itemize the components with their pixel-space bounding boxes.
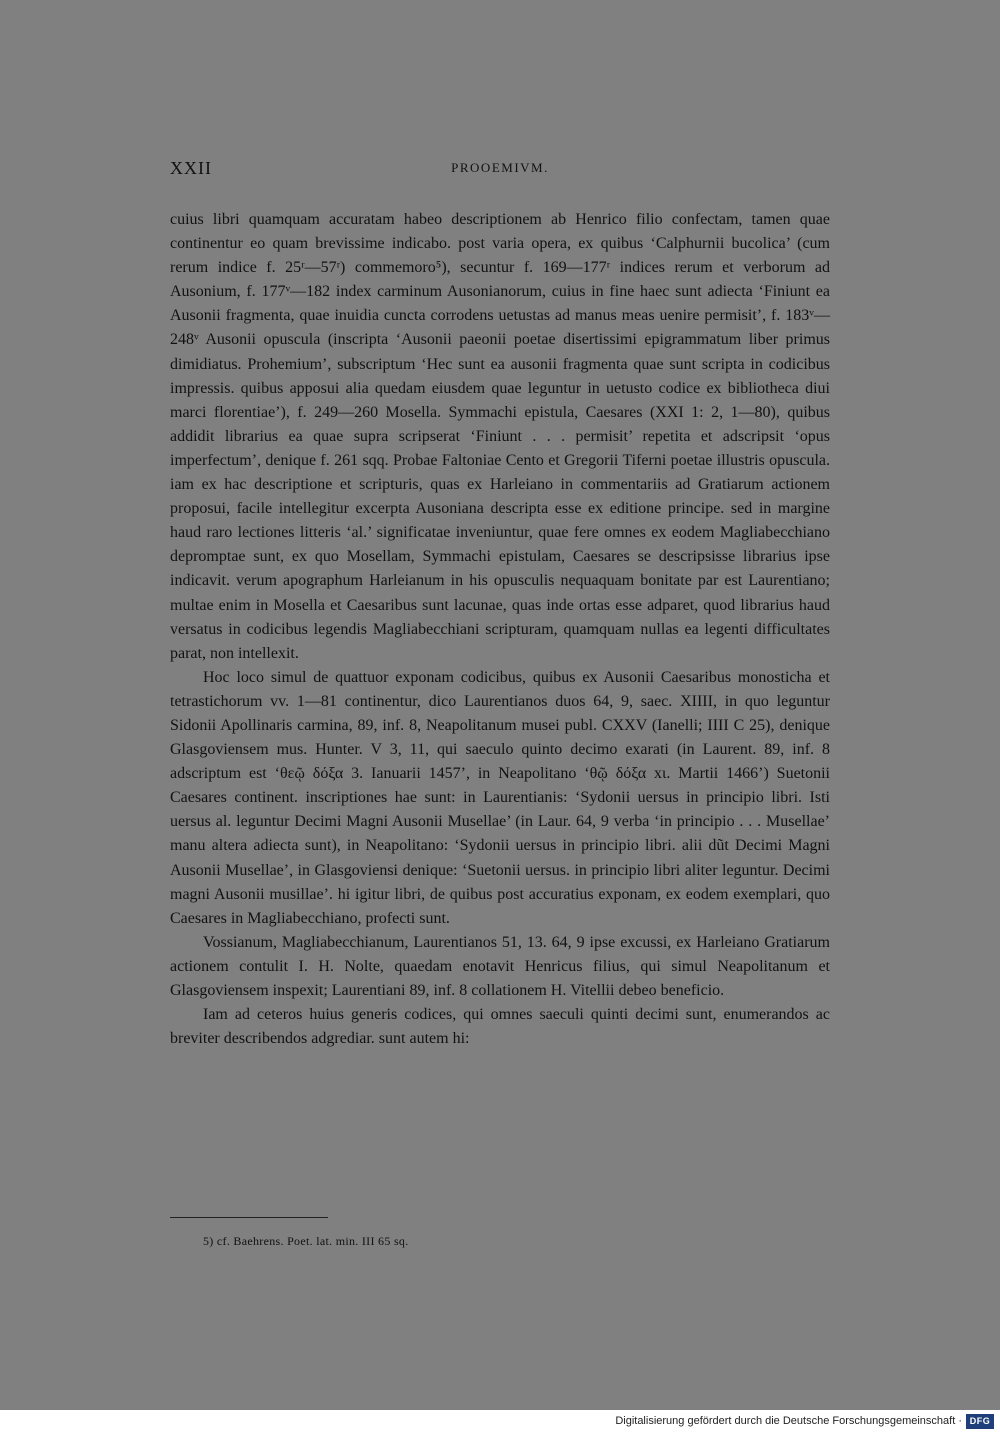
paragraph: cuius libri quamquam accuratam habeo descriptionem ab Henrico filio confectam, tamen quae continentur eo quam brevissime indicabo. post varia opera, ex quibus ‘Calphurnii bucolica’ (cum rerum indice f. 25ʳ—57ʳ) commemoro⁵), secuntur f. 169—177ʳ indices rerum et verborum ad Ausonium, f. 177ᵛ—182 index carminum Ausonianorum, cuius in fine haec sunt adiecta ‘Finiunt ea Ausonii fragmenta, quae inuidia cuncta corrodens uetustas ad manus meas uenire permisit’, f. 183ᵛ—248ᵛ Ausonii opuscula (inscripta ‘Ausonii paeonii poetae disertissimi epigrammatum liber primus dimidiatus. Prohemium’, subscriptum ‘Hec sunt ea ausonii fragmenta quae sunt scripta in codicibus impressis. quibus apposui alia quedam eiusdem quae leguntur in uetusto codice ex bibliotheca diui marci florentiae’), f. 249—260 Mosella. Symmachi epistula, Caesares (XXI 1: 2, 1—80), quibus addidit librarius ea quae supra scripserat ‘Finiunt . . . permisit’ repetita et adscripsit ‘opus imperfectum’, denique f. 261 sqq. Probae Faltoniae Cento et Gregorii Tiferni poetae illustris opuscula. iam ex hac descriptione et scripturis, quas ex Harleiano in commentariis ad Gratiarum actionem proposui, facile intellegitur excerpta Ausoniana descripta esse ex editione principe. sed in margine haud raro lectiones litteris ‘al.’ significatae inveniuntur, quae fere omnes ex eodem Magliabecchiano depromptae sunt, ex quo Mosellam, Symmachi epistulam, Caesares se descripsisse librarius ipse indicavit. verum apographum Harleianum in his opusculis nequaquam bonitate par est Laurentiano; multae enim in Mosella et Caesaribus sunt lacunae, quas inde ortas esse adparet, quod librarius haud versatus in codicibus legendis Magliabecchiani scripturam, quamquam nullas ea legenti difficultates parat, non intellexit.: [170, 211, 830, 662]
digitization-credit: Digitalisierung gefördert durch die Deutsche Forschungsgemeinschaft ·: [615, 1415, 962, 1427]
footnote-rule: [170, 1217, 328, 1218]
paragraph: Vossianum, Magliabecchianum, Laurentianos 51, 13. 64, 9 ipse excussi, ex Harleiano Gratiarum actionem contulit I. H. Nolte, quaedam enotavit Henricus filius, qui simul Neapolitanum et Glasgoviensem inspexit; Laurentiani 89, inf. 8 collationem H. Vitellii debeo beneficio.: [170, 933, 830, 999]
footer-bar: [0, 1410, 1000, 1434]
dfg-logo: DFG: [966, 1414, 994, 1429]
paragraph: Iam ad ceteros huius generis codices, qui omnes saeculi quinti decimi sunt, enumerandos ac breviter describendos adgrediar. sunt autem hi:: [170, 1006, 830, 1048]
paragraph: Hoc loco simul de quattuor exponam codicibus, quibus ex Ausonii Caesaribus monosticha et tetrastichorum vv. 1—81 continentur, dico Laurentianos duos 64, 9, saec. XIIII, in quo leguntur Sidonii Apollinaris carmina, 89, inf. 8, Neapolitanum musei publ. CXXV (Ianelli; IIII C 25), denique Glasgoviensem mus. Hunter. V 3, 11, qui saeculo quinto decimo exarati (in Laurent. 89, inf. 8 adscriptum est ‘θεῷ δόξα 3. Ianuarii 1457’, in Neapolitano ‘θῷ δόξα xι. Martii 1466’) Suetonii Caesares continent. inscriptiones hae sunt: in Laurentianis: ‘Sydonii uersus in principio libri. Isti uersus al. leguntur Decimi Magni Ausonii Musellae’ (in Laur. 64, 9 verba ‘in principio . . . Musellae’ manu altera adiecta sunt), in Neapolitano: ‘Sydonii uersus in principio libri. alii dũt Decimi Magni Ausonii Musellae’, in Glasgoviensi denique: ‘Suetonii uersus. in principio libri aliter leguntur. Decimi magni Ausonii musillae’. hi igitur libri, de quibus post accuratius exponam, ex eodem exemplari, quo Caesares in Magliabecchiano, profecti sunt.: [170, 668, 830, 927]
page-header: [170, 158, 830, 184]
body-text: [170, 208, 830, 1051]
running-title: PROOEMIVM.: [451, 160, 549, 175]
page-number: XXII: [170, 158, 212, 178]
footnote: 5) cf. Baehrens. Poet. lat. min. III 65 sq.: [203, 1234, 409, 1248]
